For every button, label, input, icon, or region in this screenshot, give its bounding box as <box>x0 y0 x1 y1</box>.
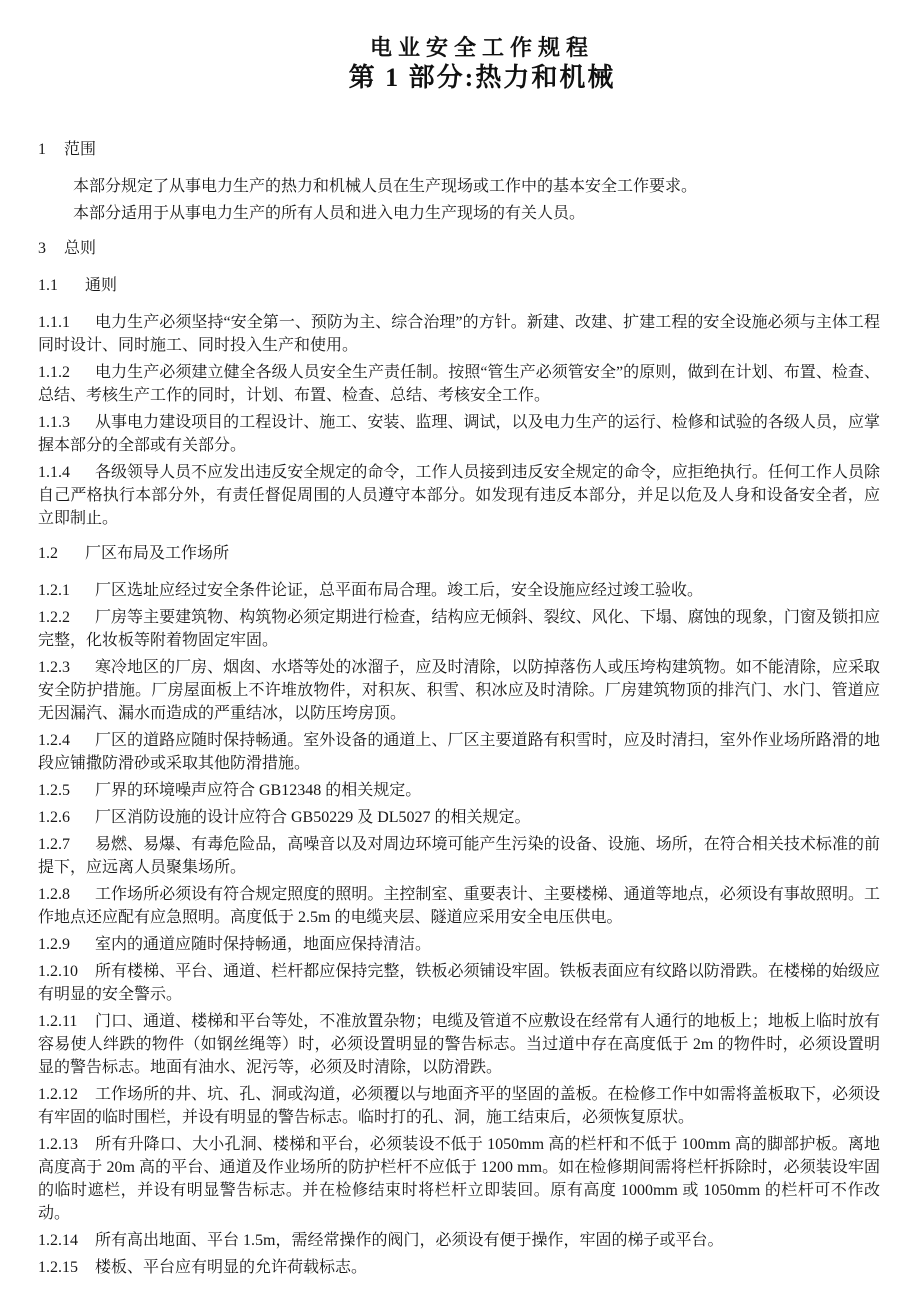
clause-number: 1.2.12 <box>38 1086 78 1103</box>
doc-body <box>38 138 880 1279</box>
clause-number: 1.2.14 <box>38 1232 78 1249</box>
clause-number: 1.2.10 <box>38 963 78 980</box>
section-title: 范围 <box>64 141 97 158</box>
clause-text: 厂界的环境噪声应符合 GB12348 的相关规定。 <box>95 782 422 799</box>
clause-item <box>38 411 880 457</box>
section-title: 总则 <box>64 240 97 257</box>
paragraph: 本部分适用于从事电力生产的所有人员和进入电力生产现场的有关人员。 <box>73 205 586 222</box>
clause-item <box>38 461 880 530</box>
clause-text: 从事电力建设项目的工程设计、施工、安装、监理、调试，以及电力生产的运行、检修和试验的各级人员，应掌握本部分的全部或有关部分。 <box>38 414 880 454</box>
clause-item <box>38 779 880 802</box>
clause-item <box>38 833 880 879</box>
clause-text: 所有高出地面、平台 1.5m，需经常操作的阀门，必须设有便于操作，牢固的梯子或平台。 <box>95 1232 724 1249</box>
section-number: 1.2 <box>38 545 58 562</box>
clause-text: 电力生产必须坚持“安全第一、预防为主、综合治理”的方针。新建、改建、扩建工程的安全设施必须与主体工程同时设计、同时施工、同时投入生产和使用。 <box>38 314 880 354</box>
clause-item <box>38 933 880 956</box>
clause-number: 1.2.8 <box>38 886 70 903</box>
clause-text: 楼板、平台应有明显的允许荷载标志。 <box>95 1259 368 1276</box>
doc-title <box>38 34 880 94</box>
clause-number: 1.2.6 <box>38 809 70 826</box>
clause-text: 各级领导人员不应发出违反安全规定的命令，工作人员接到违反安全规定的命令，应拒绝执行。任何工作人员除自己严格执行本部分外，有责任督促周围的人员遵守本部分。如发现有违反本部分，并足以危及人身和设备安全者，应立即制止。 <box>38 464 880 527</box>
clause-text: 工作场所必须设有符合规定照度的照明。主控制室、重要表计、主要楼梯、通道等地点，必须设有事故照明。工作地点还应配有应急照明。高度低于 2.5m 的电缆夹层、隧道应采用安全电压供电。 <box>38 886 880 926</box>
section-number: 1 <box>38 141 46 158</box>
clause-text: 工作场所的井、坑、孔、洞或沟道，必须覆以与地面齐平的坚固的盖板。在检修工作中如需将盖板取下，必须设有牢固的临时围栏，并设有明显的警告标志。临时打的孔、洞，施工结束后，必须恢复原状。 <box>38 1086 880 1126</box>
clause-number: 1.2.11 <box>38 1013 78 1030</box>
clause-text: 厂区选址应经过安全条件论证，总平面布局合理。竣工后，安全设施应经过竣工验收。 <box>95 582 704 599</box>
clause-number: 1.2.2 <box>38 609 70 626</box>
section-number: 1.1 <box>38 277 58 294</box>
clause-text: 厂区消防设施的设计应符合 GB50229 及 DL5027 的相关规定。 <box>95 809 531 826</box>
clause-item <box>38 1229 880 1252</box>
doc-title-line1: 电业安全工作规程 <box>369 35 594 60</box>
clause-item <box>38 729 880 775</box>
clause-text: 所有楼梯、平台、通道、栏杆都应保持完整，铁板必须铺设牢固。铁板表面应有纹路以防滑跌。在楼梯的始级应有明显的安全警示。 <box>38 963 880 1003</box>
clause-item <box>38 1010 880 1079</box>
clause-number: 1.1.2 <box>38 364 70 381</box>
clause-item <box>38 1083 880 1129</box>
clause-text: 易燃、易爆、有毒危险品，高噪音以及对周边环境可能产生污染的设备、设施、场所，在符合相关技术标准的前提下，应远离人员聚集场所。 <box>38 836 880 876</box>
clause-item <box>38 579 880 602</box>
clause-item <box>38 606 880 652</box>
section-heading <box>38 542 880 565</box>
section-heading <box>38 274 880 297</box>
clause-item <box>38 1133 880 1225</box>
section-title: 厂区布局及工作场所 <box>85 545 230 562</box>
section-title: 通则 <box>85 277 118 294</box>
clause-number: 1.2.13 <box>38 1136 78 1153</box>
clause-text: 厂区的道路应随时保持畅通。室外设备的通道上、厂区主要道路有积雪时，应及时清扫，室外作业场所路滑的地段应铺撒防滑砂或采取其他防滑措施。 <box>38 732 880 772</box>
clause-text: 室内的通道应随时保持畅通，地面应保持清洁。 <box>95 936 432 953</box>
section-heading <box>38 237 880 260</box>
section-number: 3 <box>38 240 46 257</box>
clause-number: 1.2.4 <box>38 732 70 749</box>
clause-item <box>38 806 880 829</box>
clause-text: 门口、通道、楼梯和平台等处，不准放置杂物；电缆及管道不应敷设在经常有人通行的地板上；地板上临时放有容易使人绊跌的物件（如钢丝绳等）时，必须设置明显的警告标志。当过道中存在高度低于 2m 的物件时，必须设置明显的警告标志。地面有油水、泥污等，必须及时清除，以防滑跌。 <box>38 1013 880 1076</box>
paragraph: 本部分规定了从事电力生产的热力和机械人员在生产现场或工作中的基本安全工作要求。 <box>73 178 698 195</box>
clause-number: 1.2.7 <box>38 836 70 853</box>
clause-number: 1.2.5 <box>38 782 70 799</box>
doc-title-line2: 第 1 部分:热力和机械 <box>348 63 616 92</box>
clause-item <box>38 656 880 725</box>
clause-number: 1.2.9 <box>38 936 70 953</box>
clause-item <box>38 311 880 357</box>
clause-item <box>38 960 880 1006</box>
section-heading <box>38 138 880 161</box>
clause-number: 1.2.1 <box>38 582 70 599</box>
clause-text: 寒冷地区的厂房、烟囱、水塔等处的冰溜子，应及时清除，以防掉落伤人或压垮构建筑物。如不能清除，应采取安全防护措施。厂房屋面板上不许堆放物件，对积灰、积雪、积冰应及时清除。厂房建筑物顶的排汽门、水门、管道应无因漏汽、漏水而造成的严重结冰，以防压垮房顶。 <box>38 659 880 722</box>
clause-text: 电力生产必须建立健全各级人员安全生产责任制。按照“管生产必须管安全”的原则，做到在计划、布置、检查、总结、考核生产工作的同时，计划、布置、检查、总结、考核安全工作。 <box>38 364 880 404</box>
clause-number: 1.1.4 <box>38 464 70 481</box>
clause-text: 所有升降口、大小孔洞、楼梯和平台，必须装设不低于 1050mm 高的栏杆和不低于 100mm 高的脚部护板。离地高度高于 20m 高的平台、通道及作业场所的防护栏杆不应低于 1200 mm。如在检修期间需将栏杆拆除时，必须装设牢固的临时遮栏，并设有明显警告标志。并在检修结束时将栏杆立即装回。原有高度 1000mm 或 1050mm 的栏杆可不作改动。 <box>38 1136 880 1222</box>
clause-item <box>38 1256 880 1279</box>
clause-number: 1.1.3 <box>38 414 70 431</box>
clause-text: 厂房等主要建筑物、构筑物必须定期进行检查，结构应无倾斜、裂纹、风化、下塌、腐蚀的现象，门窗及锁扣应完整，化妆板等附着物固定牢固。 <box>38 609 880 649</box>
clause-item <box>38 883 880 929</box>
clause-number: 1.2.15 <box>38 1259 78 1276</box>
clause-number: 1.2.3 <box>38 659 70 676</box>
clause-number: 1.1.1 <box>38 314 70 331</box>
clause-item <box>38 361 880 407</box>
